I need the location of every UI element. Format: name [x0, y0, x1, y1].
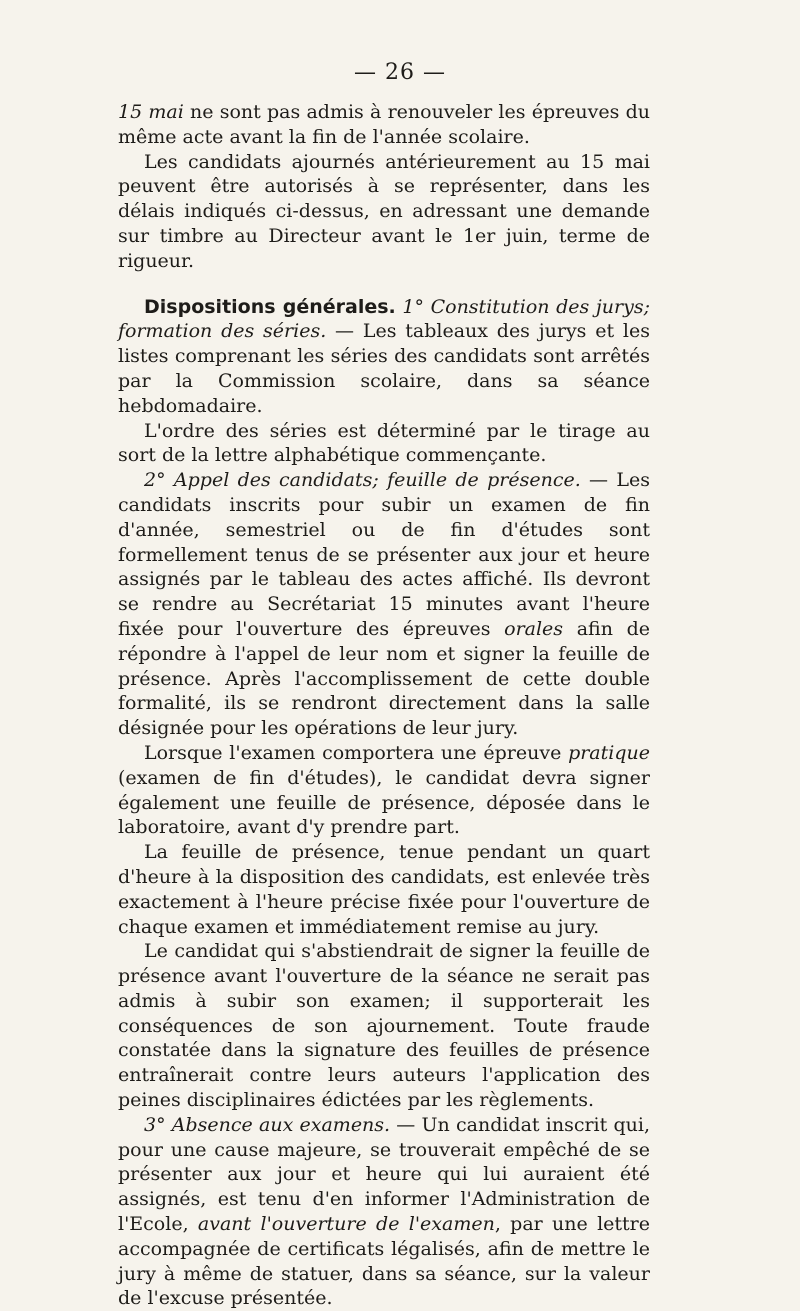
paragraph-5-text-a: — Les candidats inscrits pour subir un examen de fin d'année, semestriel ou de fin d'études sont formellement tenus de se présenter aux jour et heure assignés par le tableau des actes affiché. Ils devront se rendre au Secrétariat 15 minutes avant l'heure fixée pour l'ouverture des épreuves [118, 469, 650, 640]
paragraph-8: Le candidat qui s'abstiendrait de signer la feuille de présence avant l'ouverture de la séance ne serait pas admis à subir son examen; il supporterait les conséquences de son ajournement. Toute fraude constatée dans la signature des feuilles de présence entraînerait contre leurs auteurs l'application des peines disciplinaires édictées par les règlements. [118, 940, 650, 1112]
paragraph-9-text-a: — Un candidat inscrit qui, pour une cause majeure, se trouverait empêché de se présenter aux jour et heure qui lui auraient été assignés, est tenu d'en informer l'Administration de l'Ecole, [118, 1113, 650, 1236]
subheading-1: 1° Constitution des jurys; formation des séries. [118, 295, 651, 343]
ouverture-italic: avant l'ouverture de l'examen [197, 1213, 495, 1236]
paragraph-9 [118, 1113, 650, 1311]
subheading-3: 3° Absence aux examens. [144, 1113, 391, 1136]
body-text [118, 100, 650, 1311]
paragraph-5-text-b: afin de répondre à l'appel de leur nom et signer la feuille de présence. Après l'accomplissement de cette double formalité, ils se rendront directement dans la salle désignée pour les opérations de leur jury. [118, 617, 650, 740]
orales-italic: orales [504, 617, 564, 640]
paragraph-7: La feuille de présence, tenue pendant un quart d'heure à la disposition des candidats, est enlevée très exactement à l'heure précise fixée pour l'ouverture de chaque examen et immédiatement remise au jury. [118, 841, 650, 938]
paragraph-9-text-b: , par une lettre accompagnée de certificats légalisés, afin de mettre le jury à même de statuer, dans sa séance, sur la valeur de l'excuse présentée. [118, 1213, 650, 1310]
section-heading: Dispositions générales. [144, 295, 396, 318]
paragraph-3 [118, 295, 650, 419]
paragraph-4: L'ordre des séries est déterminé par le tirage au sort de la lettre alphabétique commençante. [118, 419, 650, 467]
subheading-2: 2° Appel des candidats; feuille de présence. [144, 469, 581, 492]
pratique-italic: pratique [568, 741, 650, 764]
paragraph-1 [118, 100, 650, 150]
paragraph-5 [118, 468, 650, 741]
paragraph-2: Les candidats ajournés antérieurement au 15 mai peuvent être autorisés à se représenter, dans les délais indiqués ci-dessus, en adressant une demande sur timbre au Directeur avant le 1er juin, terme de rigueur. [118, 150, 650, 272]
paragraph-6-text-a: Lorsque l'examen comportera une épreuve [144, 741, 569, 764]
date-italic: 15 mai [118, 101, 184, 123]
page-number: — 26 — [354, 60, 446, 85]
paragraph-3-text: — Les tableaux des jurys et les listes comprenant les séries des candidats sont arrêtés par la Commission scolaire, dans sa séance hebdomadaire. [118, 320, 650, 417]
paragraph-1-text: ne sont pas admis à renouveler les épreuves du même acte avant la fin de l'année scolaire. [118, 101, 651, 148]
paragraph-6 [118, 741, 650, 840]
paragraph-6-text-b: (examen de fin d'études), le candidat devra signer également une feuille de présence, déposée dans le laboratoire, avant d'y prendre part. [118, 766, 650, 839]
